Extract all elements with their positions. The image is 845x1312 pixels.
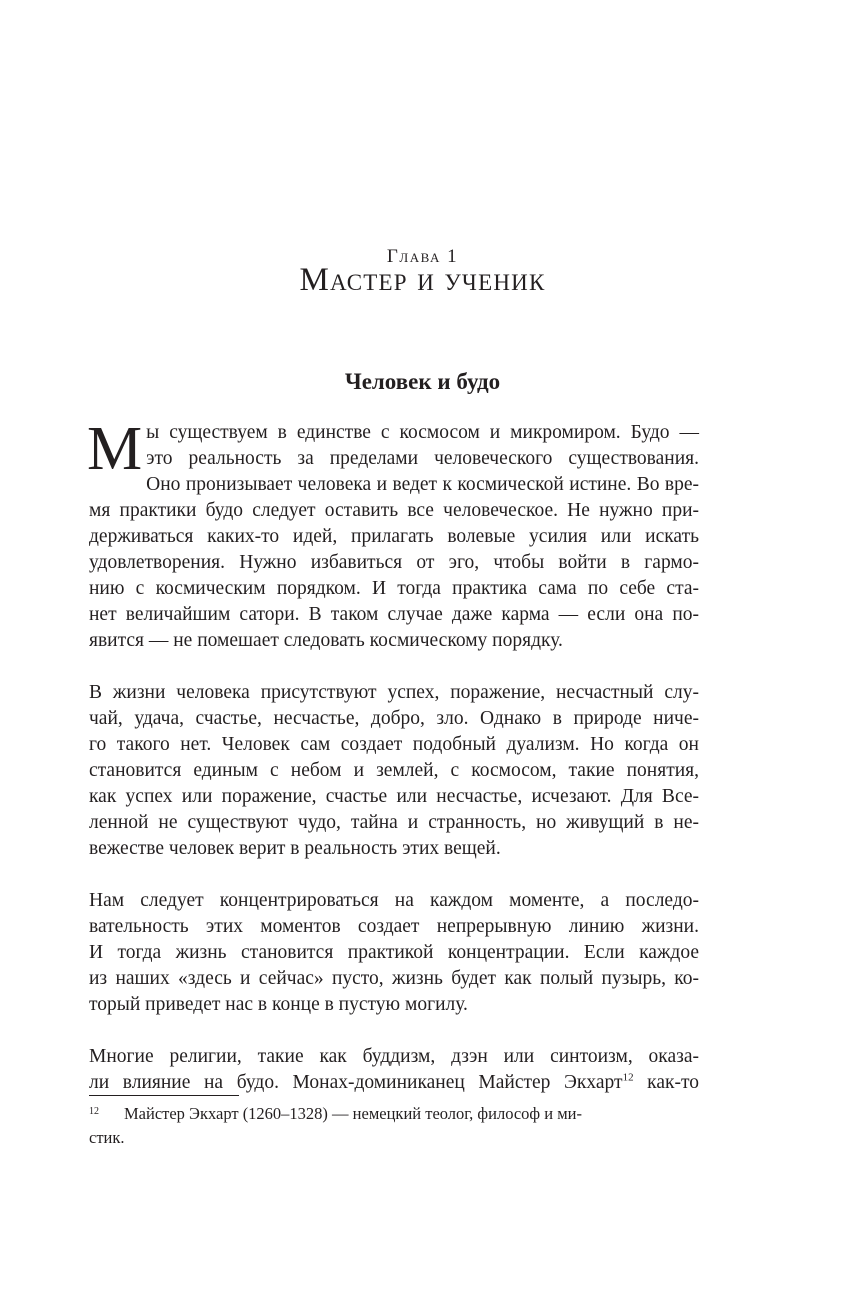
footnote-text-continuation: стик. xyxy=(89,1128,125,1147)
text-line: торый приведет нас в конце в пустую могилу. xyxy=(89,994,468,1015)
drop-cap: М xyxy=(87,415,143,483)
text-line-with-footnote xyxy=(89,1070,699,1096)
text-line: ленной не существуют чудо, тайна и странность, но живущий в не- xyxy=(89,812,699,833)
text-line: Многие религии, такие как буддизм, дзэн или синтоизм, оказа- xyxy=(89,1046,699,1067)
text-line: явится — не помешает следовать космическому порядку. xyxy=(89,630,563,651)
text-line: В жизни человека присутствуют успех, поражение, несчастный слу- xyxy=(89,682,699,703)
text-line: из наших «здесь и сейчас» пусто, жизнь будет как полый пузырь, ко- xyxy=(89,968,699,989)
paragraph-2 xyxy=(89,680,699,862)
text-line: становится единым с небом и землей, с космосом, такие понятия, xyxy=(89,760,699,781)
text-line: го такого нет. Человек сам создает подобный дуализм. Но когда он xyxy=(89,734,699,755)
text-line: Нам следует концентрироваться на каждом моменте, а последо- xyxy=(89,890,699,911)
chapter-title: Мастер и ученик xyxy=(299,262,546,298)
text-line: ы существуем в единстве с космосом и микромиром. Будо — xyxy=(146,422,699,443)
text-line: вательность этих моментов создает непрерывную линию жизни. xyxy=(89,916,699,937)
chapter-label: Глава 1 xyxy=(386,246,459,267)
text-line: И тогда жизнь становится практикой концентрации. Если каждое xyxy=(89,942,699,963)
text-line: это реальность за пределами человеческого существования. xyxy=(146,448,699,469)
footnote-number: 12 xyxy=(89,1106,99,1117)
footnote-text: Майстер Экхарт (1260–1328) — немецкий теолог, философ и ми- xyxy=(124,1104,582,1123)
text-line: как успех или поражение, счастье или несчастье, исчезают. Для Все- xyxy=(89,786,699,807)
section-title: Человек и будо xyxy=(344,369,501,394)
text-line: держиваться каких-то идей, прилагать волевые усилия или искать xyxy=(89,526,699,547)
body-text xyxy=(87,415,699,1122)
footnote-divider xyxy=(89,1095,239,1096)
text-line: Оно пронизывает человека и ведет к космической истине. Во вре- xyxy=(146,474,699,495)
footnote xyxy=(89,1102,669,1150)
paragraph-1 xyxy=(87,415,699,654)
text-line: чай, удача, счастье, несчастье, добро, зло. Однако в природе ниче- xyxy=(89,708,699,729)
paragraph-4 xyxy=(89,1044,699,1096)
text-segment: как-то xyxy=(633,1072,699,1093)
text-line: нет величайшим сатори. В таком случае даже карма — если она по- xyxy=(89,604,699,625)
text-segment: ли влияние на будо. Монах-доминиканец Майстер Экхарт xyxy=(89,1072,623,1093)
text-line: вежестве человек верит в реальность этих вещей. xyxy=(89,838,501,859)
paragraph-3 xyxy=(89,888,699,1018)
footnote-reference[interactable]: 12 xyxy=(622,1071,634,1084)
text-line: удовлетворения. Нужно избавиться от эго, чтобы войти в гармо- xyxy=(89,552,699,573)
text-line: нию с космическим порядком. И тогда практика сама по себе ста- xyxy=(89,578,699,599)
text-line: мя практики будо следует оставить все человеческое. Не нужно при- xyxy=(89,500,699,521)
